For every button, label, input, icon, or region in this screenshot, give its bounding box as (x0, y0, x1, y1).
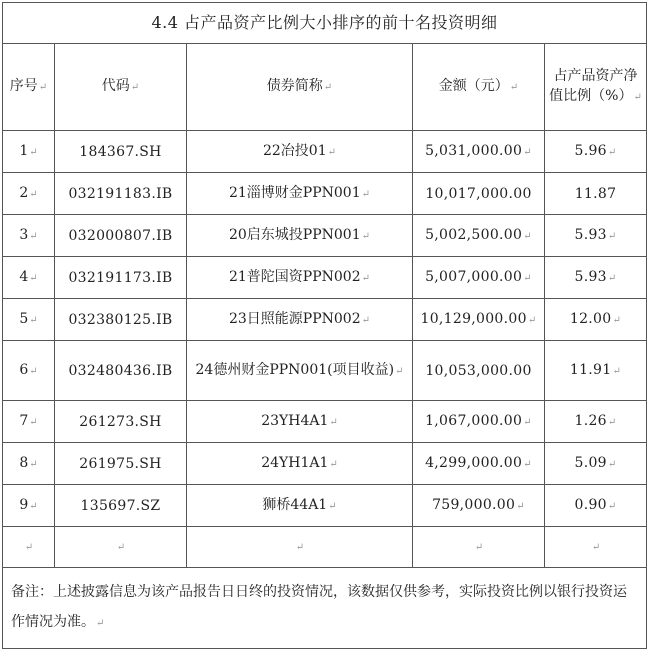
cell-code: 032191183.IB (55, 173, 187, 215)
cell-name: 24德州财金PPN001(项目收益)↵ (187, 341, 413, 401)
cell-name: 23YH4A1↵ (187, 401, 413, 443)
table-row (3, 341, 647, 401)
note-text: 备注：上述披露信息为该产品报告日日终的投资情况，该数据仅供参考，实际投资比例以银行投资运作情况为准。 (11, 584, 627, 630)
cell-amount: 759,000.00↵ (413, 485, 545, 527)
cell-name: 狮桥44A1↵ (187, 485, 413, 527)
cell-ratio: 5.93↵ (545, 215, 647, 257)
empty-cell: ↵ (545, 527, 647, 568)
table-row (3, 299, 647, 341)
cell-code: 032191173.IB (55, 257, 187, 299)
cell-seq: 9↵ (3, 485, 55, 527)
header-name: 债券简称↵ (187, 44, 413, 131)
cell-code: 261273.SH (55, 401, 187, 443)
cell-name: 20启东城投PPN001↵ (187, 215, 413, 257)
cell-amount: 10,129,000.00↵ (413, 299, 545, 341)
header-row (3, 44, 647, 131)
cell-amount: 5,007,000.00↵ (413, 257, 545, 299)
cell-seq: 2↵ (3, 173, 55, 215)
cell-amount: 5,002,500.00↵ (413, 215, 545, 257)
header-amount: 金额（元）↵ (413, 44, 545, 131)
table-row (3, 131, 647, 173)
cell-name: 23日照能源PPN002↵ (187, 299, 413, 341)
cell-seq: 8↵ (3, 443, 55, 485)
cell-code: 032480436.IB (55, 341, 187, 401)
table-row (3, 485, 647, 527)
table-row (3, 401, 647, 443)
cell-code: 032380125.IB (55, 299, 187, 341)
cell-amount: 10,053,000.00 (413, 341, 545, 401)
cell-ratio: 5.09↵ (545, 443, 647, 485)
cell-amount: 4,299,000.00↵ (413, 443, 545, 485)
table-row (3, 215, 647, 257)
note-row (3, 568, 647, 649)
cell-seq: 3↵ (3, 215, 55, 257)
table-row (3, 173, 647, 215)
note-cell: 备注：上述披露信息为该产品报告日日终的投资情况，该数据仅供参考，实际投资比例以银行投资运作情况为准。↵ (3, 568, 647, 649)
cell-seq: 4↵ (3, 257, 55, 299)
cell-amount: 5,031,000.00↵ (413, 131, 545, 173)
cell-ratio: 11.87 (545, 173, 647, 215)
cell-ratio: 5.96↵ (545, 131, 647, 173)
header-seq: 序号↵ (3, 44, 55, 131)
empty-row (3, 527, 647, 568)
cell-seq: 7↵ (3, 401, 55, 443)
cell-amount: 1,067,000.00↵ (413, 401, 545, 443)
cell-name: 21淄博财金PPN001↵ (187, 173, 413, 215)
empty-cell: ↵ (187, 527, 413, 568)
cell-ratio: 1.26↵ (545, 401, 647, 443)
cell-code: 184367.SH (55, 131, 187, 173)
cell-amount: 10,017,000.00 (413, 173, 545, 215)
table-row (3, 443, 647, 485)
cell-seq: 6↵ (3, 341, 55, 401)
header-ratio: 占产品资产净值比例（%）↵ (545, 44, 647, 131)
cell-ratio: 11.91↵ (545, 341, 647, 401)
cell-name: 24YH1A1↵ (187, 443, 413, 485)
empty-cell: ↵ (3, 527, 55, 568)
cell-code: 135697.SZ (55, 485, 187, 527)
cell-ratio: 12.00↵ (545, 299, 647, 341)
cell-code: 032000807.IB (55, 215, 187, 257)
empty-cell: ↵ (55, 527, 187, 568)
cell-ratio: 5.93↵ (545, 257, 647, 299)
empty-cell: ↵ (413, 527, 545, 568)
cell-seq: 1↵ (3, 131, 55, 173)
holdings-table (2, 2, 647, 649)
cell-seq: 5↵ (3, 299, 55, 341)
cell-name: 21普陀国资PPN002↵ (187, 257, 413, 299)
cell-code: 261975.SH (55, 443, 187, 485)
table-row (3, 257, 647, 299)
table-title: 4.4 占产品资产比例大小排序的前十名投资明细 (3, 3, 647, 44)
cell-ratio: 0.90↵ (545, 485, 647, 527)
cell-name: 22冶投01↵ (187, 131, 413, 173)
header-code: 代码↵ (55, 44, 187, 131)
